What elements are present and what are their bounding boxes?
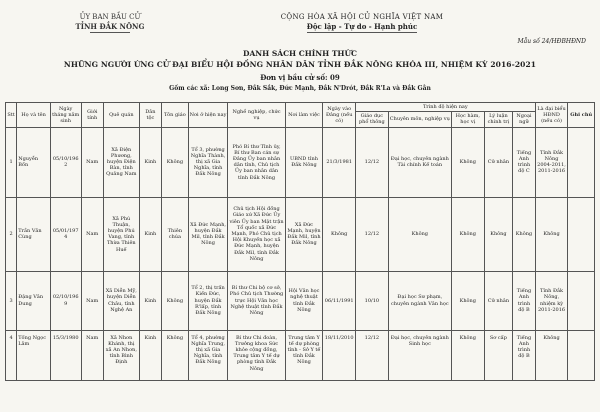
cell-general: 12/12 [356,197,389,271]
col-profession: Chuyên môn, nghiệp vụ [388,112,451,127]
col-religion: Tôn giáo [162,103,189,128]
cell-degree: Không [451,330,484,380]
cell-dob: 05/10/1962 [50,127,81,197]
cell-residence: Tổ 4, phường Nghĩa Trung, thị xã Gia Nghĩa, tỉnh Đắk Nông [188,330,228,380]
cell-ethnic: Kinh [139,197,161,271]
cell-religion: Không [162,330,189,380]
national-motto: Độc lập - Tự do - Hạnh phúc [306,22,418,31]
cell-hometown: Xã Diễn Mỹ, huyện Diễn Châu, tỉnh Nghệ An [103,271,139,330]
col-job: Nghề nghiệp, chức vụ [228,103,285,128]
cell-gender: Nam [81,197,103,271]
table-row [6,330,595,380]
cell-general: 12/12 [356,127,389,197]
cell-language: Không [513,197,536,271]
cell-delegate: Tỉnh Đắk Nông, nhiệm kỳ 2011-2016 [535,271,568,330]
col-general: Giáo dục phổ thông [356,112,389,127]
cell-name: Tống Ngọc Lâm [17,330,51,380]
electoral-unit: Đơn vị bầu cử số: 09 [260,73,340,82]
cell-workplace: Trung tâm Y tế dự phòng tỉnh - Sở Y tế tỉnh Đắk Nông [285,330,323,380]
col-hometown: Quê quán [103,103,139,128]
cell-politics: Không [484,197,513,271]
cell-dob: 15/3/1980 [50,330,81,380]
cell-degree: Không [451,197,484,271]
cell-religion: Không [162,127,189,197]
cell-language: Tiếng Anh trình độ B [513,330,536,380]
cell-hometown: Xã Nhơn Khánh, thị xã An Nhơn, tỉnh Bình Định [103,330,139,380]
cell-general: 10/10 [356,271,389,330]
cell-profession: Đại học, chuyên ngành Tài chính Kế toán [388,127,451,197]
org-line-1: ỦY BAN BẦU CỬ [79,13,141,21]
cell-language: Tiếng Anh trình độ C [513,127,536,197]
cell-degree: Không [451,271,484,330]
cell-dob: 05/01/1974 [50,197,81,271]
cell-workplace: Hội Văn học nghệ thuật tỉnh Đắk Nông [285,271,323,330]
cell-residence: Tổ 2, thị trấn Kiến Đức, huyện Đắk R'lấp, tỉnh Đắk Nông [188,271,228,330]
cell-residence: Xã Đức Mạnh, huyện Đắk Mil, tỉnh Đắk Nông [188,197,228,271]
col-politics: Lý luận chính trị [484,112,513,127]
cell-job: Chủ tịch Hội đồng Giáo xứ Xã Đức Ủy viên Ủy ban Mặt trận Tổ quốc xã Đức Mạnh, Phó Chủ tịch Hội Khuyến học xã Đức Mạnh, huyện Đắk Mil, tỉnh Đắk Nông [228,197,285,271]
table-row [6,127,595,197]
cell-hometown: Xã Điện Phương, huyện Điện Bàn, tỉnh Quảng Nam [103,127,139,197]
cell-stt: 2 [6,197,17,271]
table-header-row [6,103,595,112]
col-education-group: Trình độ hiện nay [356,103,536,112]
cell-profession: Không [388,197,451,271]
cell-profession: Đại học Sư phạm, chuyên ngành Văn học [388,271,451,330]
cell-gender: Nam [81,271,103,330]
cell-profession: Đại học, chuyên ngành Sinh học [388,330,451,380]
cell-workplace: UBND tỉnh Đắk Nông [285,127,323,197]
form-number: Mẫu số 24/HĐBHĐND [517,38,586,45]
cell-general: 12/12 [356,330,389,380]
cell-stt: 4 [6,330,17,380]
document-subtitle: NHỮNG NGƯỜI ỨNG CỬ ĐẠI BIỂU HỘI ĐỒNG NHÂN DÂN TỈNH ĐẮK NÔNG KHÓA III, NHIỆM KỲ 2016-2021 [63,60,537,69]
nation-name: CỘNG HÒA XÃ HỘI CỦ NGHĨA VIỆT NAM [280,13,444,21]
cell-ethnic: Kinh [139,271,161,330]
cell-degree: Không [451,127,484,197]
col-residence: Nơi ở hiện nay [188,103,228,128]
table-row [6,197,595,271]
cell-ethnic: Kinh [139,330,161,380]
national-heading [262,13,462,33]
org-underline [90,32,130,33]
cell-dob: 02/10/1969 [50,271,81,330]
motto-underline [307,32,417,33]
cell-ethnic: Kinh [139,127,161,197]
cell-party-date: 21/3/1981 [323,127,356,197]
cell-job: Bí thư Chi bộ cơ sở, Phó Chủ tịch Thường trực Hội Văn học Nghệ thuật tỉnh Đắk Nông [228,271,285,330]
cell-politics: Cử nhân [484,271,513,330]
cell-stt: 1 [6,127,17,197]
col-gender: Giới tính [81,103,103,128]
cell-stt: 3 [6,271,17,330]
issuing-organization [50,13,170,33]
cell-note [568,197,595,271]
col-language: Ngoại ngữ [513,112,536,127]
cell-name: Đặng Văn Dung [17,271,51,330]
col-party-date: Ngày vào Đảng (nếu có) [323,103,356,128]
cell-politics: Cử nhân [484,127,513,197]
cell-name: Nguyễn Bốn [17,127,51,197]
col-workplace: Nơi làm việc [285,103,323,128]
col-note: Ghi chú [568,103,595,128]
cell-note [568,271,595,330]
org-line-2: TỈNH ĐẮK NÔNG [75,22,145,31]
cell-language: Tiếng Anh trình độ B [513,271,536,330]
cell-residence: Tổ 3, phường Nghĩa Thành, thị xã Gia Nghĩa, tỉnh Đắk Nông [188,127,228,197]
cell-delegate: Không [535,330,568,380]
col-degree: Học hàm, học vị [451,112,484,127]
col-stt: Stt [6,103,17,128]
cell-workplace: Xã Đức Mạnh, huyện Đắk Mil, tỉnh Đắk Nông [285,197,323,271]
col-name: Họ và tên [17,103,51,128]
cell-hometown: Xã Phú Thuận, huyện Phú Vang, tỉnh Thừa Thiên Huế [103,197,139,271]
cell-name: Trần Văn Cùng [17,197,51,271]
candidate-table [5,102,595,381]
col-delegate: Là đại biểu HĐND (nếu có) [535,103,568,128]
cell-gender: Nam [81,330,103,380]
document-title: DANH SÁCH CHÍNH THỨC [242,49,358,58]
cell-party-date: 18/11/2010 [323,330,356,380]
cell-party-date: Không [323,197,356,271]
cell-delegate: Tỉnh Đắk Nông 2004-2011, 2011-2016 [535,127,568,197]
cell-note [568,127,595,197]
cell-party-date: 06/11/1991 [323,271,356,330]
cell-job: Phó Bí thư Tỉnh ủy, Bí thư Ban cán sự Đảng Ủy ban nhân dân tỉnh, Chủ tịch Ủy ban nhân dân tỉnh Đắk Nông [228,127,285,197]
cell-politics: Sơ cấp [484,330,513,380]
cell-note [568,330,595,380]
col-ethnic: Dân tộc [139,103,161,128]
col-dob: Ngày tháng năm sinh [50,103,81,128]
table-row [6,271,595,330]
cell-delegate: Không [535,197,568,271]
cell-job: Bí thư Chi đoàn, Trưởng khoa Sức khỏe cộng đồng, Trung tâm Y tế dự phòng tỉnh Đắk Nông [228,330,285,380]
cell-gender: Nam [81,127,103,197]
electoral-unit-communes: Gồm các xã: Long Sơn, Đắk Sắk, Đức Mạnh, Đắk N'Drót, Đắk R'La và Đắk Gằn [169,85,431,92]
cell-religion: Không [162,271,189,330]
cell-religion: Thiên chúa [162,197,189,271]
